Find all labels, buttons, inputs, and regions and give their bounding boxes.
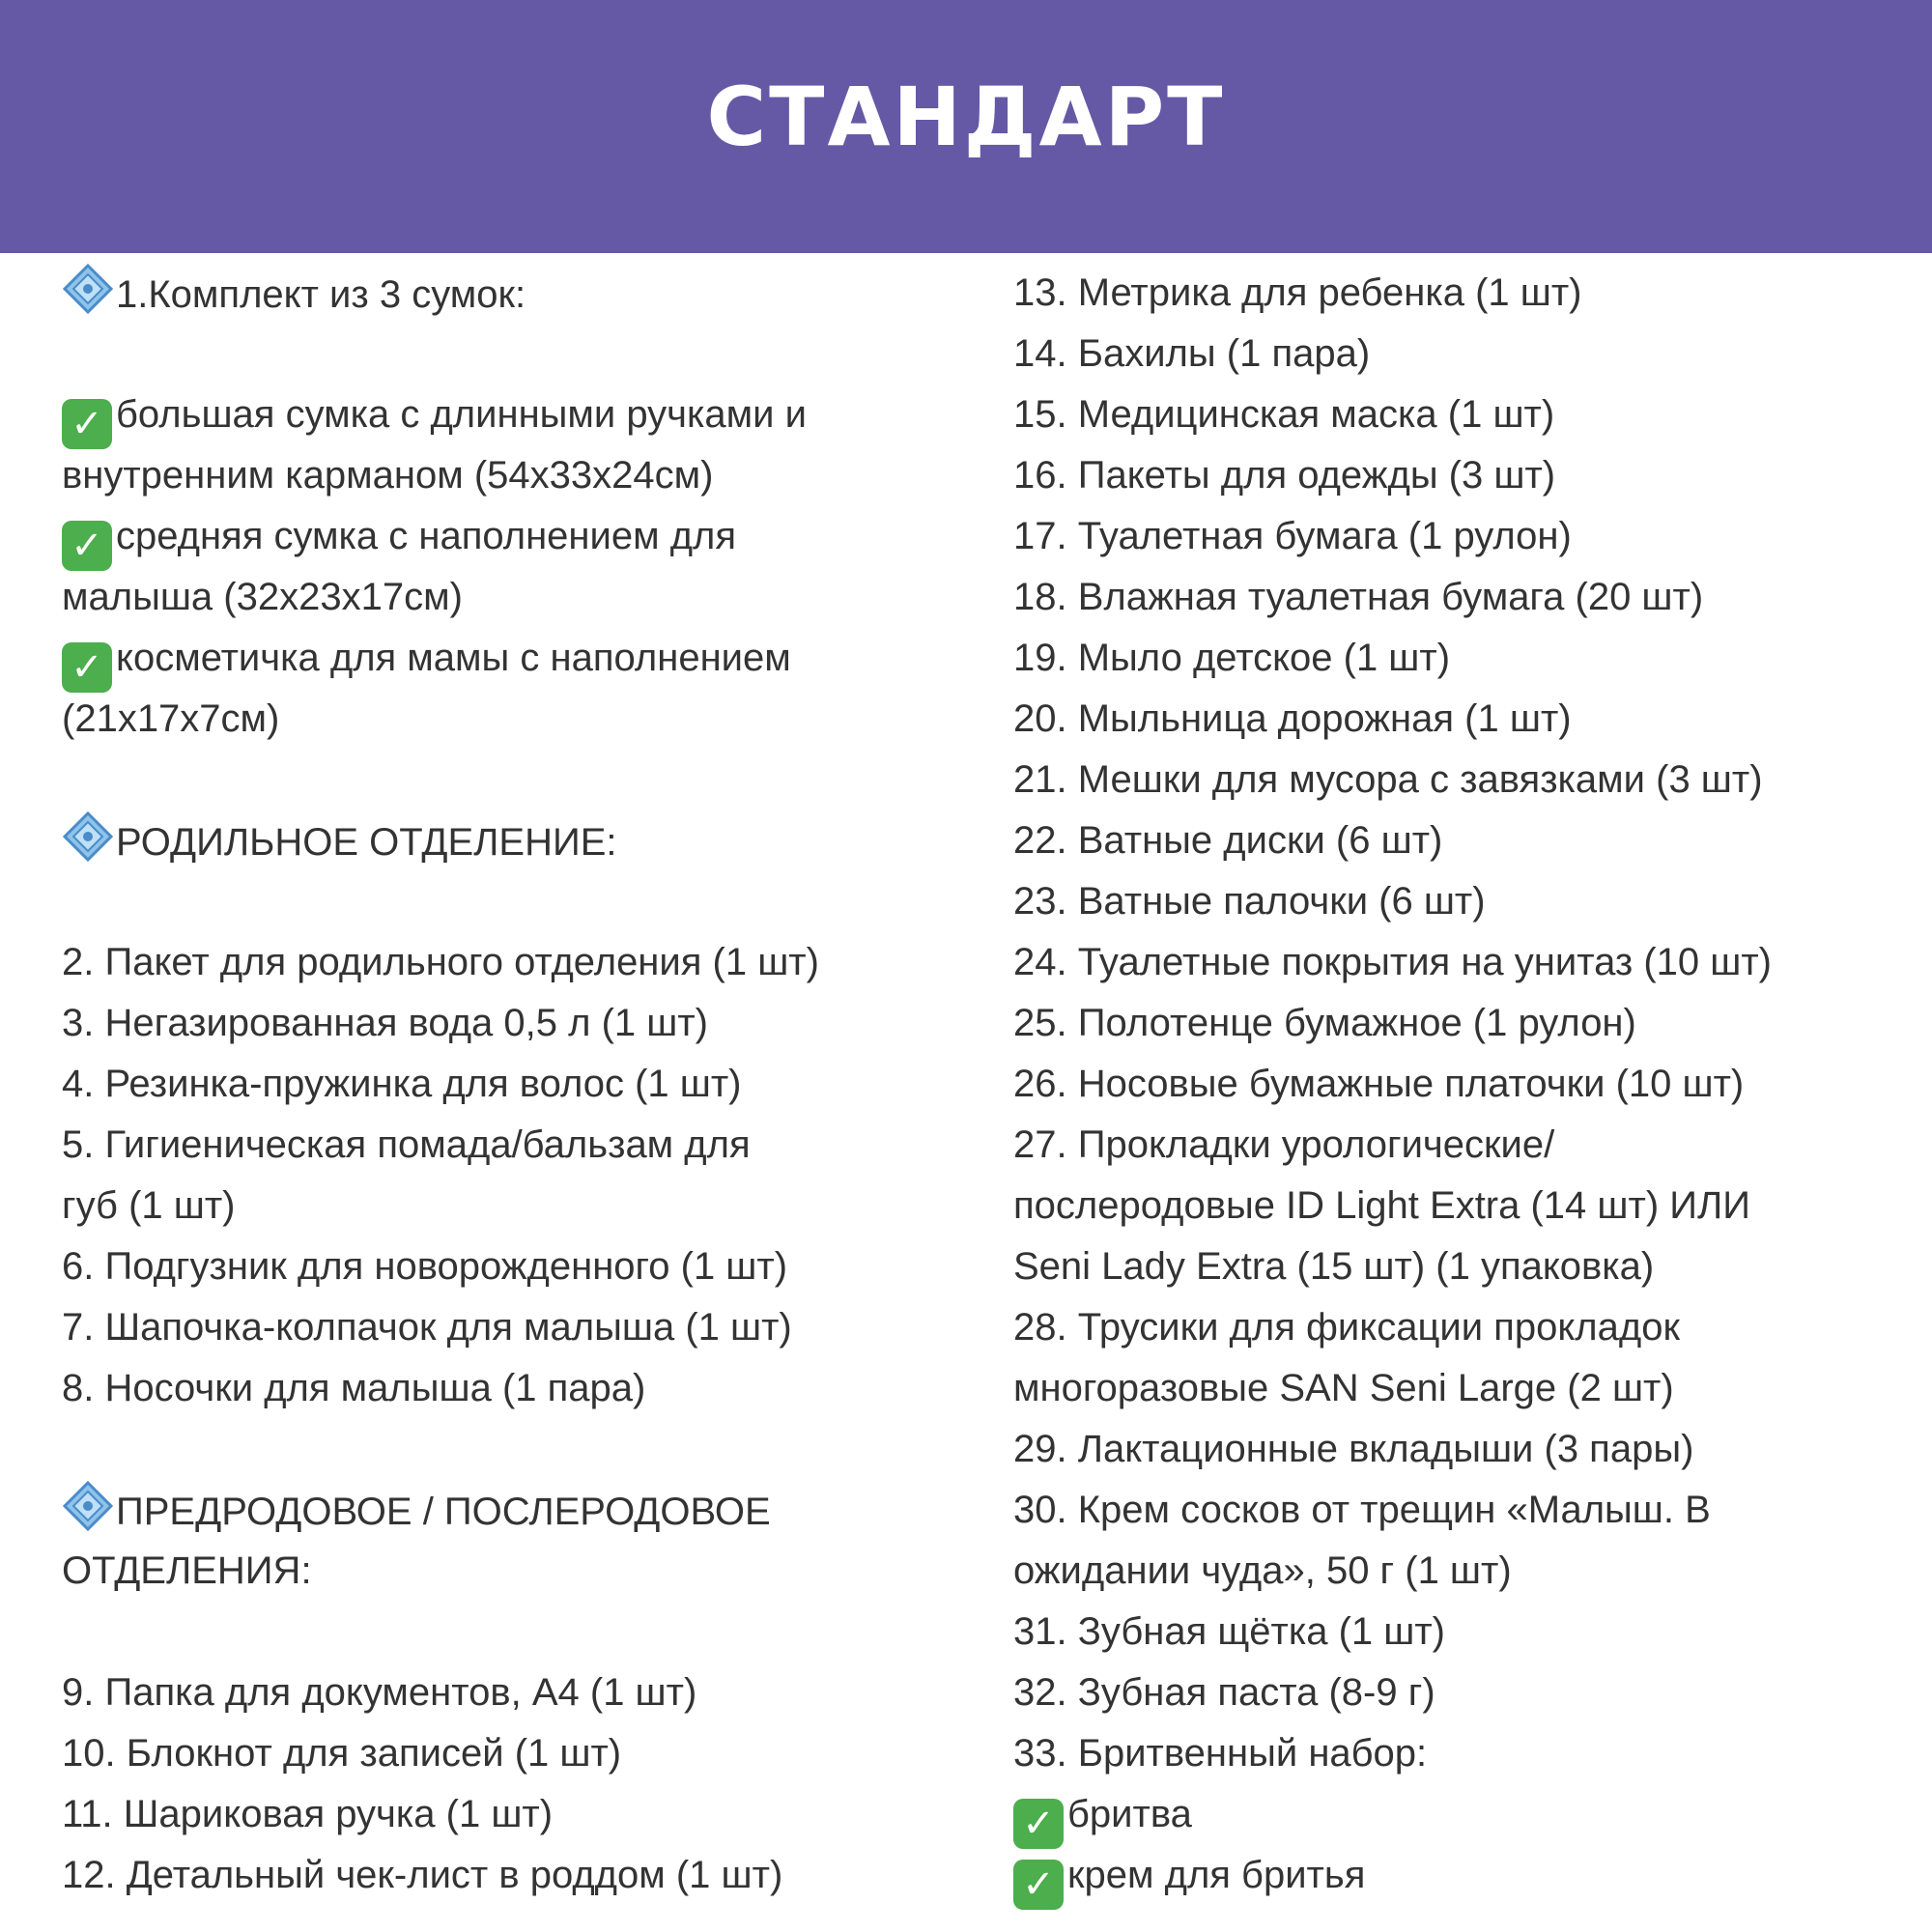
list-item-continuation: Seni Lady Extra (15 шт) (1 упаковка) <box>1013 1245 1655 1288</box>
check-mark-icon: ✓ <box>62 521 112 571</box>
list-item: 31. Зубная щётка (1 шт) <box>1013 1610 1445 1653</box>
section-heading-maternity <box>62 810 960 871</box>
check-mark-icon: ✓ <box>62 399 112 449</box>
list-item: 24. Туалетные покрытия на унитаз (10 шт) <box>1013 941 1772 983</box>
bag-item-text: большая сумка с длинными ручками и <box>116 393 807 436</box>
list-item: 26. Носовые бумажные платочки (10 шт) <box>1013 1063 1745 1105</box>
list-item: 13. Метрика для ребенка (1 шт) <box>1013 271 1582 314</box>
list-item: 22. Ватные диски (6 шт) <box>1013 819 1443 862</box>
bag-item <box>62 384 960 445</box>
shaving-item-text: бритва <box>1067 1793 1192 1835</box>
diamond-with-dot-icon <box>62 1480 114 1532</box>
list-item-continuation: губ (1 шт) <box>62 1184 236 1227</box>
bag-item-continuation: внутренним карманом (54x33x24см) <box>62 454 714 497</box>
page-title: СТАНДАРТ <box>706 70 1226 164</box>
list-item: 28. Трусики для фиксации прокладок <box>1013 1306 1680 1349</box>
diamond-with-dot-icon <box>62 263 114 315</box>
list-item: 6. Подгузник для новорожденного (1 шт) <box>62 1245 788 1288</box>
kit-heading-text: 1.Комплект из 3 сумок: <box>116 273 526 316</box>
list-item: 30. Крем сосков от трещин «Малыш. В <box>1013 1489 1711 1531</box>
list-item-continuation: послеродовые ID Light Extra (14 шт) ИЛИ <box>1013 1184 1751 1227</box>
list-item: 17. Туалетная бумага (1 рулон) <box>1013 515 1572 557</box>
bag-item <box>62 628 960 689</box>
list-item: 11. Шариковая ручка (1 шт) <box>62 1793 554 1835</box>
shaving-item <box>1013 1784 1921 1845</box>
list-item: 33. Бритвенный набор: <box>1013 1732 1428 1775</box>
check-mark-icon: ✓ <box>1013 1799 1064 1849</box>
left-column <box>62 263 960 1906</box>
header-banner <box>0 0 1932 253</box>
list-item: 19. Мыло детское (1 шт) <box>1013 637 1451 679</box>
section-heading-text: РОДИЛЬНОЕ ОТДЕЛЕНИЕ: <box>116 821 617 864</box>
list-item: 18. Влажная туалетная бумага (20 шт) <box>1013 576 1704 618</box>
diamond-with-dot-icon <box>62 810 114 863</box>
list-item-continuation: многоразовые SAN Seni Large (2 шт) <box>1013 1367 1674 1409</box>
bag-item-continuation: (21x17x7см) <box>62 697 280 740</box>
right-column <box>1013 263 1921 1906</box>
shaving-item <box>1013 1845 1921 1906</box>
list-item: 16. Пакеты для одежды (3 шт) <box>1013 454 1556 497</box>
list-item: 4. Резинка-пружинка для волос (1 шт) <box>62 1063 742 1105</box>
section-heading-text: ПРЕДРОДОВОЕ / ПОСЛЕРОДОВОЕ <box>116 1491 771 1533</box>
list-item: 14. Бахилы (1 пара) <box>1013 332 1371 375</box>
list-item: 12. Детальный чек-лист в роддом (1 шт) <box>62 1854 783 1896</box>
list-item: 2. Пакет для родильного отделения (1 шт) <box>62 941 819 983</box>
list-item: 3. Негазированная вода 0,5 л (1 шт) <box>62 1002 708 1044</box>
list-item: 5. Гигиеническая помада/бальзам для <box>62 1123 751 1166</box>
list-item: 10. Блокнот для записей (1 шт) <box>62 1732 622 1775</box>
list-item: 21. Мешки для мусора с завязками (3 шт) <box>1013 758 1763 801</box>
bag-item-text: средняя сумка с наполнением для <box>116 515 737 557</box>
kit-heading <box>62 263 960 324</box>
check-mark-icon: ✓ <box>1013 1860 1064 1910</box>
list-item: 29. Лактационные вкладыши (3 пары) <box>1013 1428 1694 1470</box>
list-item: 25. Полотенце бумажное (1 рулон) <box>1013 1002 1636 1044</box>
section-heading-wards <box>62 1480 960 1541</box>
list-item: 23. Ватные палочки (6 шт) <box>1013 880 1486 923</box>
check-mark-icon: ✓ <box>62 642 112 693</box>
list-item: 27. Прокладки урологические/ <box>1013 1123 1555 1166</box>
list-item: 8. Носочки для малыша (1 пара) <box>62 1367 646 1409</box>
list-item: 32. Зубная паста (8-9 г) <box>1013 1671 1435 1714</box>
list-item: 7. Шапочка-колпачок для малыша (1 шт) <box>62 1306 792 1349</box>
bag-item-text: косметичка для мамы с наполнением <box>116 637 791 679</box>
list-item-continuation: ожидании чуда», 50 г (1 шт) <box>1013 1549 1512 1592</box>
section-heading-continuation: ОТДЕЛЕНИЯ: <box>62 1549 312 1592</box>
list-item: 20. Мыльница дорожная (1 шт) <box>1013 697 1572 740</box>
list-item: 9. Папка для документов, А4 (1 шт) <box>62 1671 697 1714</box>
bag-item-continuation: малыша (32x23x17см) <box>62 576 463 618</box>
list-item: 15. Медицинская маска (1 шт) <box>1013 393 1555 436</box>
bag-item <box>62 506 960 567</box>
shaving-item-text: крем для бритья <box>1067 1854 1366 1896</box>
